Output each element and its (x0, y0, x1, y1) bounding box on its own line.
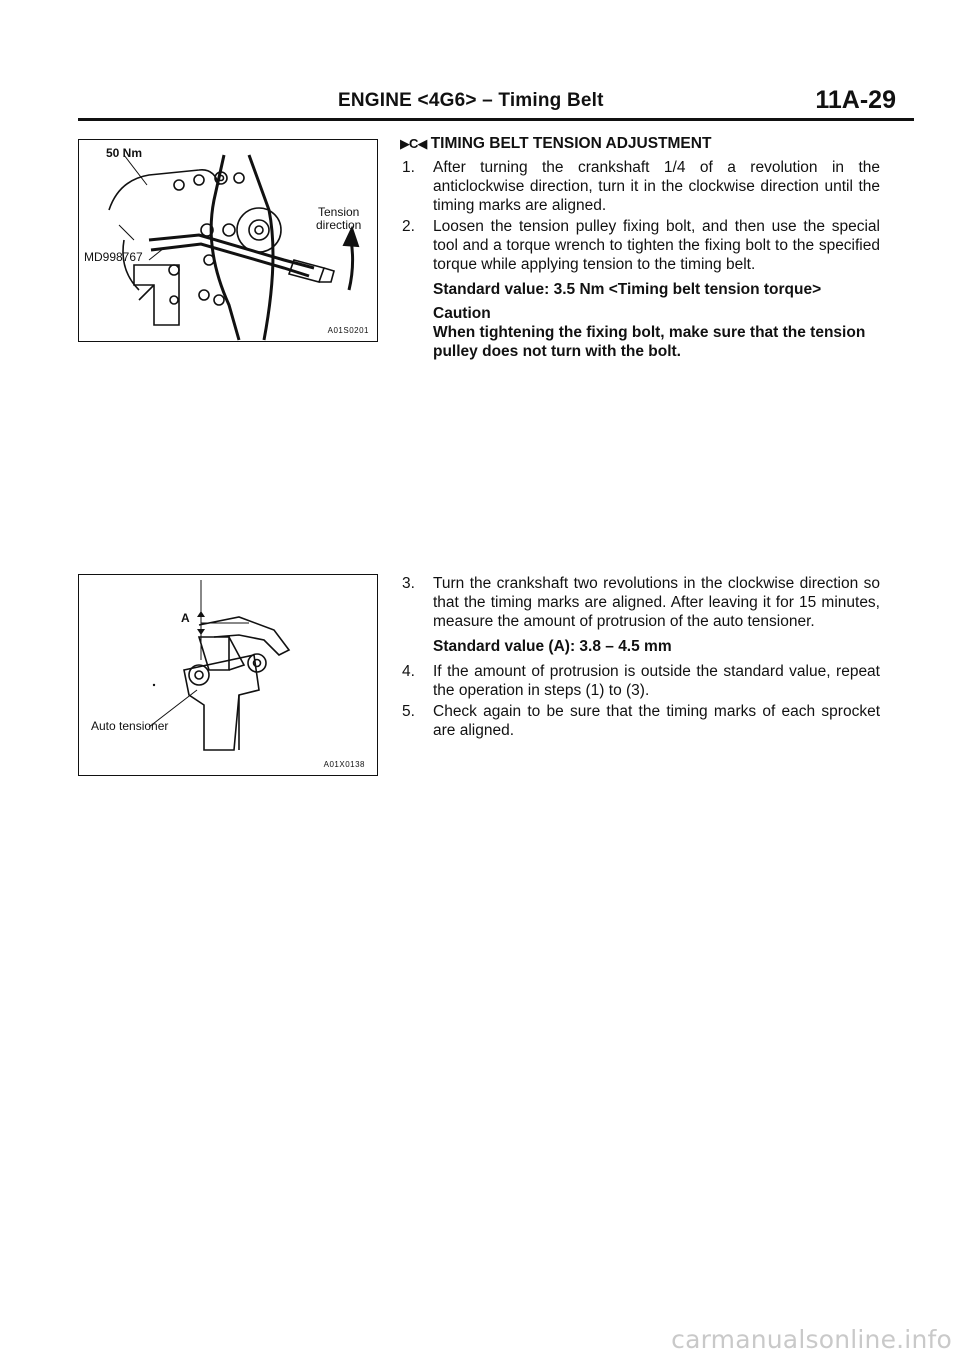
page-header (0, 86, 960, 122)
auto-tensioner-illustration (79, 575, 377, 775)
page-title: ENGINE <4G6> – Timing Belt (338, 90, 604, 111)
auto-tensioner-label: Auto tensioner (91, 719, 169, 733)
standard-value-protrusion: Standard value (A): 3.8 – 4.5 mm (433, 638, 672, 655)
figure-tension-adjustment (78, 139, 378, 342)
step-5: 5. Check again to be sure that the timing marks of each sprocket are aligned. (402, 703, 880, 739)
step-2: 2. Loosen the tension pulley fixing bolt, and then use the special tool and a torque wrench to tighten the fixing bolt to the specified torque while applying tension to the timing belt. (402, 218, 880, 273)
figure-auto-tensioner (78, 574, 378, 776)
standard-value-torque: Standard value: 3.5 Nm <Timing belt tension torque> (433, 281, 822, 298)
page-number: 11A-29 (815, 86, 896, 114)
section-heading (400, 134, 880, 153)
caution-block (400, 304, 880, 361)
heading-text: TIMING BELT TENSION ADJUSTMENT (430, 135, 712, 152)
step-3: 3. Turn the crankshaft two revolutions in the clockwise direction so that the timing marks are aligned. After leaving it for 15 minutes, measure the amount of protrusion of the auto tensioner. (402, 575, 880, 630)
header-rule (78, 118, 914, 121)
protrusion-check-section (400, 574, 880, 742)
step-1: 1. After turning the crankshaft 1/4 of a revolution in the anticlockwise direction, turn it in the clockwise direction until the timing marks are aligned. (402, 159, 880, 214)
direction-label: Tension direction (316, 205, 362, 233)
step-4: 4. If the amount of protrusion is outside the standard value, repeat the operation in steps (1) to (3). (402, 663, 880, 699)
tension-adjustment-section (400, 134, 880, 361)
dimension-label: A (181, 611, 190, 625)
figure-code: A01S0201 (327, 326, 369, 335)
figure-code: A01X0138 (323, 760, 365, 769)
tension-pulley-illustration (79, 140, 377, 341)
caution-title: Caution (433, 305, 491, 322)
torque-label: 50 Nm (106, 146, 143, 160)
tool-label: MD998767 (84, 250, 143, 264)
watermark: carmanualsonline.info (671, 1325, 952, 1354)
caution-text: When tightening the fixing bolt, make sure that the tension pulley does not turn with the bolt. (433, 324, 866, 360)
procedure-marker: ▶C◀ (400, 136, 427, 151)
